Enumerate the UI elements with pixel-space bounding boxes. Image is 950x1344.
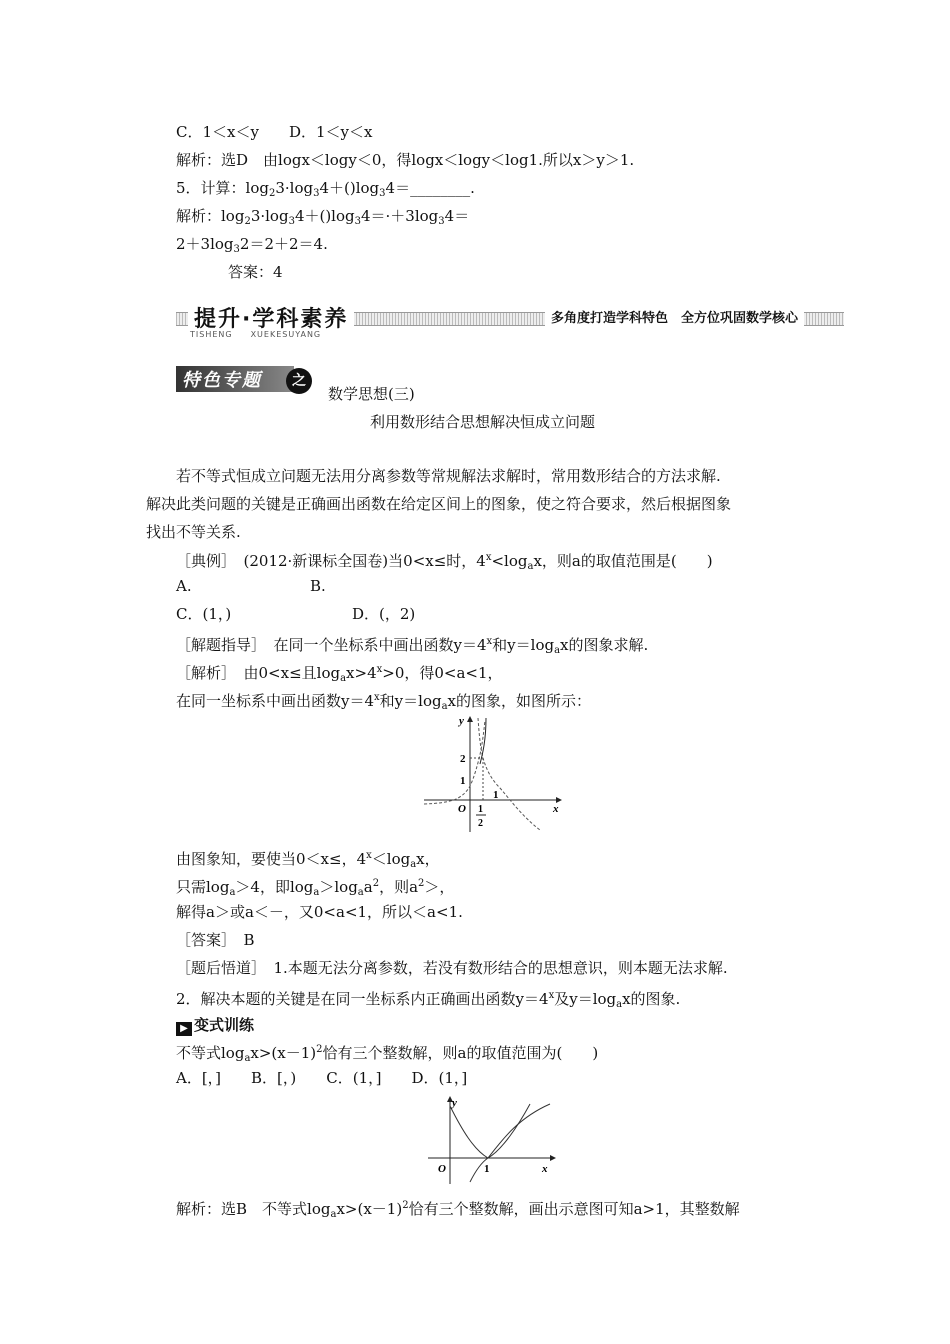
- t: ，则a: [379, 878, 419, 896]
- sup: x: [376, 664, 383, 675]
- paragraph-2: 解决此类问题的关键是正确画出函数在给定区间上的图象，使之符合要求，然后根据图象: [146, 495, 732, 513]
- variant-question: [176, 1040, 598, 1069]
- sup: 2: [316, 1044, 323, 1055]
- banner-slogan: 多角度打造学科特色 全方位巩固数学核心: [545, 312, 804, 326]
- t: <log: [491, 552, 528, 570]
- t: ［解题指导］ 在同一个坐标系中画出函数y＝4: [176, 636, 487, 654]
- parabola-curve: [450, 1104, 530, 1158]
- sub: 2: [244, 216, 251, 227]
- t: 5．计算：log: [176, 179, 269, 197]
- t: a: [363, 878, 373, 896]
- analysis-line: [176, 660, 503, 689]
- t: 由图象知，要使当0＜x≤，4: [176, 850, 367, 868]
- log-curve: [470, 1104, 550, 1182]
- y-label: y: [459, 715, 464, 727]
- sub: 3: [233, 244, 240, 255]
- special-topic-badge: [176, 362, 316, 394]
- graph-variant: [426, 1094, 556, 1186]
- t: 3·log: [275, 179, 314, 197]
- tick-half-num: 1: [478, 804, 483, 815]
- t: x，: [416, 850, 440, 868]
- conclusion-2: [176, 874, 454, 903]
- t: x的图象求解.: [560, 636, 649, 654]
- t: ［解析］ 由0<x≤且log: [176, 664, 341, 682]
- t: 4＝: [444, 207, 470, 225]
- sub: 3: [438, 216, 445, 227]
- log-curve: [478, 718, 540, 830]
- sub: 3: [288, 216, 295, 227]
- origin-label: O: [438, 1163, 446, 1175]
- variant-solution: [176, 1196, 740, 1225]
- t: ［典例］ (2012·新课标全国卷)当0<x≤时，4: [176, 552, 486, 570]
- t: x>(x－1): [336, 1200, 403, 1218]
- t: 4＋()log: [319, 179, 380, 197]
- t: x的图象，如图所示：: [447, 692, 592, 710]
- banner-title: 提升·学科素养: [188, 302, 354, 333]
- tick-1-x: 1: [493, 789, 499, 801]
- reflection-2: [176, 986, 680, 1015]
- option-b: B.: [310, 577, 326, 595]
- sup: x: [374, 692, 380, 703]
- sup: 2: [372, 878, 380, 889]
- t: 解析：选B 不等式log: [176, 1200, 331, 1218]
- sub: 2: [268, 188, 276, 199]
- tick-half-den: 2: [478, 818, 483, 829]
- sub: a: [554, 645, 561, 656]
- t: >0，得0<a<1，: [382, 664, 503, 682]
- t: 2＋3log: [176, 235, 234, 253]
- tick-2: 2: [460, 753, 466, 765]
- paragraph-1: 若不等式恒成立问题无法用分离参数等常规解法求解时，常用数形结合的方法求解.: [176, 467, 721, 485]
- t: ＞，: [424, 878, 455, 896]
- sup: x: [548, 990, 555, 1001]
- t: x的图象.: [622, 990, 681, 1008]
- x-label: x: [553, 803, 559, 815]
- section-banner: [176, 302, 844, 340]
- sub: a: [330, 1209, 337, 1220]
- solution-5-cont: [176, 234, 328, 260]
- solution-5: [176, 206, 469, 232]
- variant-training-heading: [176, 1014, 254, 1036]
- tick-1-y: 1: [460, 775, 466, 787]
- t: 恰有三个整数解，则a的取值范围为( ): [322, 1044, 599, 1062]
- sub: a: [313, 887, 320, 898]
- banner-pinyin: TISHENG XUEKESUYANG: [190, 330, 322, 339]
- conclusion-3: 解得a＞或a＜－，又0<a<1，所以＜a<1.: [176, 903, 463, 921]
- sub: 3: [379, 188, 386, 199]
- t: 3·log: [250, 207, 289, 225]
- badge-label: 特色专题: [182, 370, 262, 391]
- sup: 2: [418, 878, 425, 889]
- option-c: C．(1，): [176, 605, 232, 623]
- option-line-cd: C．1＜x＜y D．1＜y＜x: [176, 123, 373, 141]
- sub: a: [357, 887, 364, 898]
- guide-line: [176, 632, 648, 661]
- log-curve-branch: [480, 718, 486, 764]
- t: 恰有三个整数解，画出示意图可知a>1，其整数解: [408, 1200, 740, 1218]
- t: x>(x－1): [250, 1044, 317, 1062]
- sup: x: [366, 850, 372, 861]
- t: 4＝·＋3log: [361, 207, 439, 225]
- sup: 2: [402, 1200, 409, 1211]
- conclusion-1: [176, 846, 440, 875]
- answer-b: ［答案］ B: [176, 931, 255, 949]
- heading-topic: 利用数形结合思想解决恒成立问题: [370, 413, 596, 431]
- t: ＞4，即log: [235, 878, 314, 896]
- x-label: x: [542, 1163, 548, 1175]
- t: 4＋()log: [294, 207, 355, 225]
- t: 和y＝log: [492, 636, 555, 654]
- variant-label: 变式训练: [194, 1016, 255, 1034]
- sub: a: [441, 701, 448, 712]
- sub: a: [340, 673, 347, 684]
- sub: a: [527, 561, 534, 572]
- x-arrow: [550, 1155, 556, 1161]
- tick-1: 1: [484, 1163, 490, 1175]
- sub: 3: [313, 188, 320, 199]
- t: 不等式log: [176, 1044, 245, 1062]
- option-d: D．(，2): [352, 605, 416, 623]
- t: 在同一坐标系中画出函数y＝4: [176, 692, 375, 710]
- t: 和y＝log: [379, 692, 442, 710]
- t: 2＝2＋2＝4.: [239, 235, 328, 253]
- variant-options: A．[，] B．[，) C．(1，] D．(1，]: [176, 1069, 468, 1087]
- reflection-1: ［题后悟道］ 1.本题无法分离参数，若没有数形结合的思想意识，则本题无法求解.: [176, 959, 728, 977]
- t: 及y＝log: [554, 990, 617, 1008]
- example-question: [176, 548, 713, 577]
- t: 只需log: [176, 878, 230, 896]
- t: x，则a的取值范围是( ): [533, 552, 713, 570]
- sup: x: [486, 636, 493, 647]
- sub: a: [229, 887, 236, 898]
- problem-5: [176, 178, 475, 204]
- sub: a: [410, 859, 417, 870]
- t: 2．解决本题的关键是在同一坐标系内正确画出函数y＝4: [176, 990, 549, 1008]
- y-label: y: [452, 1097, 457, 1109]
- t: ＞log: [319, 878, 358, 896]
- sub: a: [616, 999, 623, 1010]
- sup: x: [485, 552, 492, 563]
- answer-5: 答案：4: [228, 263, 283, 281]
- heading-math-thought: 数学思想(三): [328, 385, 415, 403]
- t: 解析：log: [176, 207, 245, 225]
- option-a: A.: [176, 577, 192, 595]
- graph-exp-log: [420, 712, 562, 836]
- t: x>4: [346, 664, 377, 682]
- y-arrow: [467, 716, 473, 722]
- solution-line: 解析：选D 由logx＜logy＜0，得logx＜logy＜log1.所以x＞y＞1.: [176, 151, 635, 169]
- sub: a: [244, 1053, 251, 1064]
- badge-circle: 之: [286, 368, 312, 394]
- t: ＜log: [371, 850, 411, 868]
- sub: 3: [354, 216, 361, 227]
- paragraph-3: 找出不等关系.: [146, 523, 241, 541]
- exp-curve: [424, 720, 485, 804]
- t: 4＝________.: [385, 179, 475, 197]
- origin-label: O: [458, 803, 466, 815]
- play-icon: ▶: [176, 1022, 192, 1036]
